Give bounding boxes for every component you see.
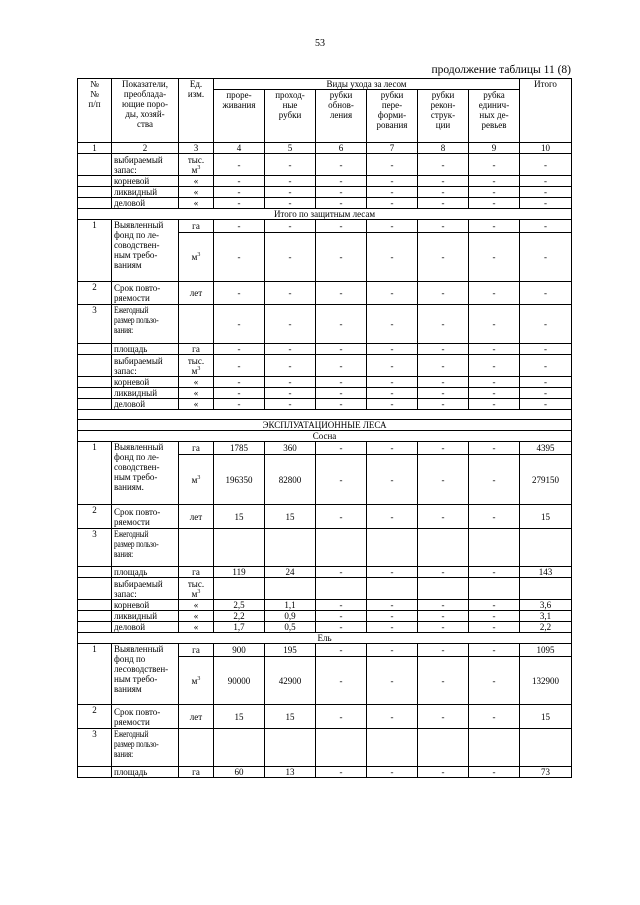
table-row: площадь га - - - - - - -: [78, 344, 572, 355]
indicator-cell: Срок повто- ряемости: [112, 505, 179, 529]
header-kind: рубка единич- ных де- ревьев: [469, 90, 520, 143]
col-number: 1: [78, 143, 112, 154]
header-kind: рубки рекон- струк- ции: [418, 90, 469, 143]
col-number: 8: [418, 143, 469, 154]
col-number: 6: [316, 143, 367, 154]
table-row: 2 Срок повто- ряемости лет 15 15 - - - - 15: [78, 705, 572, 729]
col-number: 5: [265, 143, 316, 154]
indicator-cell: выбираемый запас:: [112, 578, 179, 600]
indicator-cell: Срок повто- ряемости: [112, 705, 179, 729]
unit-cell: тыс. $м^3$: [179, 154, 214, 176]
indicator-cell: выбираемый запас:: [112, 355, 179, 377]
col-number: 10: [520, 143, 572, 154]
header-indicator: Показатели, преоблада- ющие поро- ды, хозяй- ства: [112, 79, 179, 143]
table-row: 1 Выявленный фонд по лесоводствен- ным требо- ваниям га 900 195 - - - - 1095: [78, 644, 572, 657]
col-number: 2: [112, 143, 179, 154]
section-row: [78, 209, 572, 220]
indicator-cell: Ежегодный размер пользо- вания:: [112, 305, 179, 344]
table-row: [78, 410, 572, 420]
table-row: 2 Срок повто- ряемости лет 15 15 - - - - 15: [78, 505, 572, 529]
table-row: 3 Ежегодный размер пользо- вания:: [78, 729, 572, 767]
header-group: Виды ухода за лесом: [214, 79, 520, 90]
table-row: 1 Выявленный фонд по ле- соводствен- ным требо- ваниям га - - - - - - -: [78, 220, 572, 233]
section-protective-total: Итого по защитным лесам: [78, 209, 572, 220]
table-row: корневой « - - - - - - -: [78, 377, 572, 388]
col-number: 4: [214, 143, 265, 154]
table-row: площадь га 119 24 - - - - 143: [78, 567, 572, 578]
table-row: 3 Ежегодный размер пользо- вания: - - - - - - -: [78, 305, 572, 344]
table-row: выбираемый запас: тыс. $м^3$: [78, 578, 572, 600]
table-row: 2 Срок повто- ряемости лет - - - - - - -: [78, 282, 572, 305]
table-row: ликвидный « - - - - - - -: [78, 187, 572, 198]
table-row: деловой « - - - - - - -: [78, 399, 572, 410]
indicator-cell: выбираемый запас:: [112, 154, 179, 176]
table-row: деловой « 1,7 0,5 - - - - 2,2: [78, 622, 572, 633]
header-kind: рубки пере- форми- рования: [367, 90, 418, 143]
header-kind: рубки обнов- ления: [316, 90, 367, 143]
header-row: [78, 79, 572, 90]
page-number: 53: [315, 38, 325, 49]
table-row: ликвидный « 2,2 0,9 - - - - 3,1: [78, 611, 572, 622]
col-number: 7: [367, 143, 418, 154]
table-row: $м^3$ - - - - - - -: [78, 233, 572, 282]
table-row: 3 Ежегодный размер пользо- вания:: [78, 529, 572, 567]
table-row: $м^3$ 90000 42900 - - - - 132900: [78, 657, 572, 705]
section-pine: Сосна: [78, 431, 572, 442]
table-row: площадь га 60 13 - - - - 73: [78, 767, 572, 778]
forest-care-table: [77, 78, 572, 778]
indicator-cell: Срок повто- ряемости: [112, 282, 179, 305]
header-unit: Ед. изм.: [179, 79, 214, 143]
indicator-cell: Выявленный фонд по ле- соводствен- ным требо- ваниям: [112, 220, 179, 282]
table-row: $м^3$ 196350 82800 - - - - 279150: [78, 455, 572, 505]
header-total: Итого: [520, 79, 572, 143]
table-row: 1 Выявленный фонд по ле- соводствен- ным требо- ваниям. га 1785 360 - - - - 4395: [78, 442, 572, 455]
section-row: [78, 633, 572, 644]
header-kind: проход- ные рубки: [265, 90, 316, 143]
table-row: ликвидный « - - - - - - -: [78, 388, 572, 399]
header-kind: прорe- живания: [214, 90, 265, 143]
section-spruce: Ель: [78, 633, 572, 644]
col-number: 9: [469, 143, 520, 154]
indicator-cell: Выявленный фонд по ле- соводствен- ным требо- ваниям.: [112, 442, 179, 505]
indicator-cell: Ежегодный размер пользо- вания:: [112, 529, 179, 567]
table-row: корневой « 2,5 1,1 - - - - 3,6: [78, 600, 572, 611]
table-continuation-caption: продолжение таблицы 11 (8): [431, 64, 571, 76]
table-row: деловой « - - - - - - -: [78, 198, 572, 209]
section-row: [78, 420, 572, 431]
indicator-cell: Ежегодный размер пользо- вания:: [112, 729, 179, 767]
column-numbers-row: [78, 143, 572, 154]
section-row: [78, 431, 572, 442]
section-exploitation: ЭКСПЛУАТАЦИОННЫЕ ЛЕСА: [78, 420, 572, 431]
table-row: выбираемый запас: тыс. $м^3$ - - - - - - -: [78, 154, 572, 176]
table-row: корневой « - - - - - - -: [78, 176, 572, 187]
header-num: № № п/п: [78, 79, 112, 143]
indicator-cell: Выявленный фонд по лесоводствен- ным требо- ваниям: [112, 644, 179, 705]
table-row: выбираемый запас: тыс. $м^3$ - - - - - - -: [78, 355, 572, 377]
col-number: 3: [179, 143, 214, 154]
